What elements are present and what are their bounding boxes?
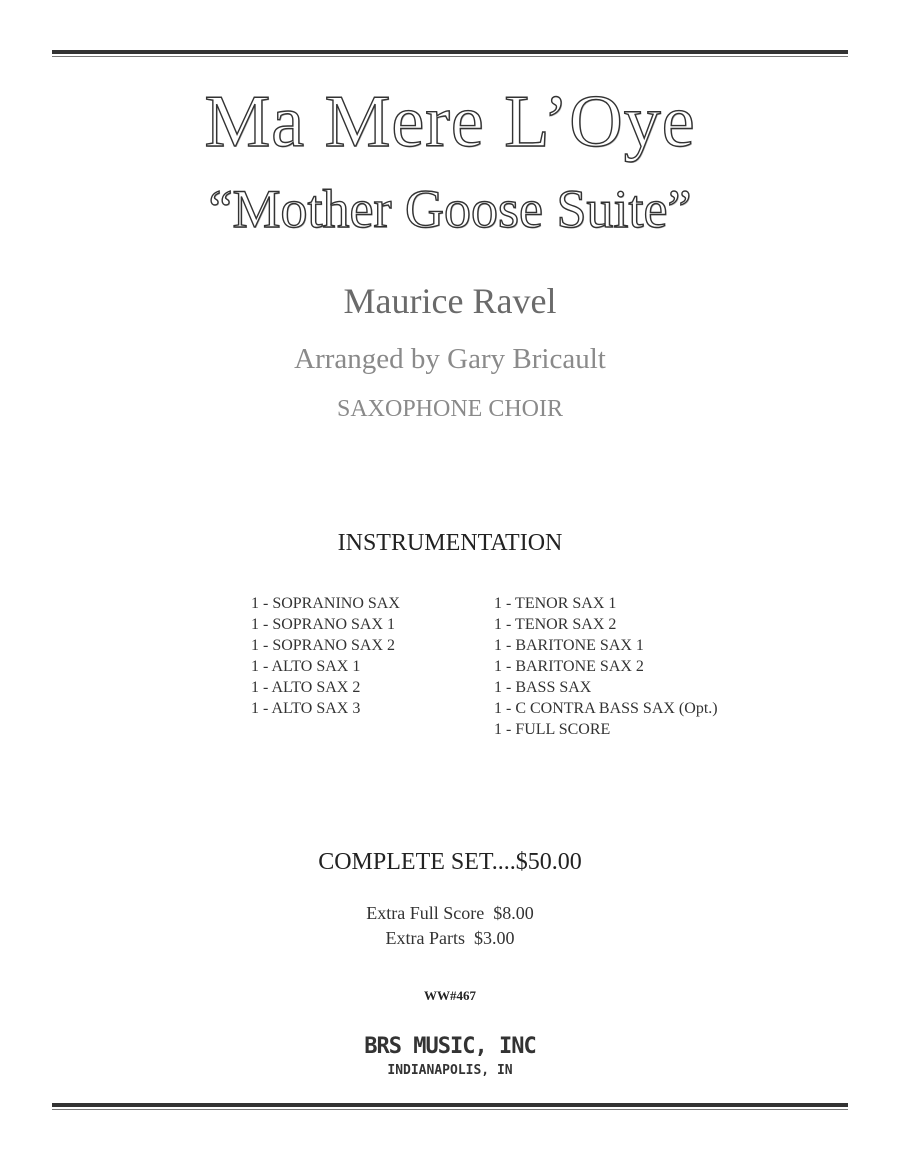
instrument-item: 1 - TENOR SAX 1: [494, 595, 617, 612]
instrument-item: 1 - ALTO SAX 2: [251, 679, 361, 696]
instrument-item: 1 - ALTO SAX 1: [251, 658, 361, 675]
instrument-item: 1 - SOPRANO SAX 1: [251, 616, 396, 633]
instrument-item: 1 - TENOR SAX 2: [494, 616, 617, 633]
ensemble: SAXOPHONE CHOIR: [336, 396, 564, 422]
composer: Maurice Ravel: [343, 281, 557, 321]
complete-set-price: COMPLETE SET....$50.00: [318, 849, 582, 875]
subtitle: “Mother Goose Suite”: [208, 179, 692, 239]
arranger: Arranged by Gary Bricault: [294, 343, 606, 375]
instrument-list-left: [251, 593, 400, 719]
instrument-item: 1 - ALTO SAX 3: [251, 700, 361, 717]
publisher-location: INDIANAPOLIS, IN: [387, 1063, 513, 1078]
instrument-item: 1 - C CONTRA BASS SAX (Opt.): [494, 700, 718, 717]
instrument-list-right: [494, 593, 718, 740]
extra-full-score-price: Extra Full Score $8.00: [366, 903, 534, 923]
instrument-item: 1 - SOPRANO SAX 2: [251, 637, 396, 654]
extra-parts-price: Extra Parts $3.00: [385, 928, 515, 948]
publisher-name: BRS MUSIC, INC: [364, 1034, 536, 1059]
title: Ma Mere L’Oye: [204, 81, 696, 163]
top-rule: [52, 50, 848, 57]
instrument-item: 1 - BASS SAX: [494, 679, 592, 696]
bottom-rule: [52, 1103, 848, 1110]
instrument-item: 1 - BARITONE SAX 1: [494, 637, 644, 654]
instrumentation-heading: INSTRUMENTATION: [337, 530, 563, 556]
catalog-number: WW#467: [424, 988, 476, 1003]
instrument-item: 1 - BARITONE SAX 2: [494, 658, 644, 675]
instrument-item: 1 - FULL SCORE: [494, 721, 611, 738]
instrument-item: 1 - SOPRANINO SAX: [251, 595, 400, 612]
